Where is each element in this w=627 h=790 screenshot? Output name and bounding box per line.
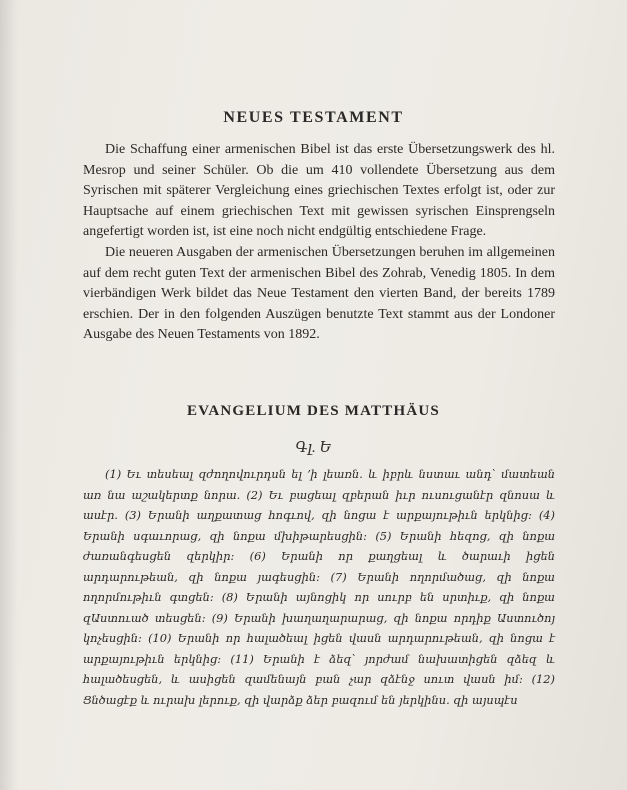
armenian-paragraph: (1) Եւ տեսեալ զժողովուրդսն ել ՚ի լեառն. և իբրև նստաւ անդ՝ մատեան առ նա աշակերտք նորա. (2) Եւ բացեալ զբերան իւր ուսուցանէր զնոսա և ասէր. (3) Երանի աղքատաց հոգւով, զի նոցա է արքայութիւն երկնից: (4) Երանի սգաւորաց, զի նոքա մխիթարեսցին: (5) Երանի հեզոց, զի նոքա ժառանգեսցեն զերկիր: (6) Երանի որ քաղցեալ և ծարաւի իցեն արդարութեան, զի նոքա յագեսցին: (7) Երանի ողորմածաց, զի նոքա ողորմութիւն գտցեն: (8) Երանի այնոցիկ որ սուրբ են սրտիւք, զի նոքա զԱստուած տեսցեն: (9) Երանի խաղաղարարաց, զի նոքա որդիք Աստուծոյ կոչեսցին: (10) Երանի որ հալածեալ իցեն վասն արդարութեան, զի նոցա է արքայութիւն երկնից: (11) Երանի է ձեզ՝ յորժամ նախատիցեն զձեզ և հալածեսցեն, և ասիցեն զամենայն բան չար զձէնջ սուտ վասն իմ: (12) Ցնծացէք և ուրախ լերուք, զի վարձք ձեր բազում են յերկինս. զի այսպէս bbox=[83, 467, 555, 707]
page-title: NEUES TESTAMENT bbox=[223, 109, 404, 126]
intro-paragraph: Die Schaffung einer armenischen Bibel ist das erste Übersetzungswerk des hl. Mesrop und seiner Schüler. Ob die um 410 vollendete Übersetzung aus dem Syrischen mit späterer Vergleichung eines griechischen Textes erfolgt ist, oder zur Hauptsache auf einem griechischen Text mit gewissen syrischen Einsprengseln angefertigt worden ist, ist eine noch nicht endgültig entschiedene Frage. bbox=[83, 142, 555, 240]
intro-paragraph: Die neueren Ausgaben der armenischen Übersetzungen beruhen im allgemeinen auf dem recht guten Text der armenischen Bibel des Zohrab, Venedig 1805. In dem vierbändigen Werk bildet das Neue Testament den vierten Band, der bereits 1789 erschien. Der in den folgenden Auszügen benutzte Text stammt aus der Londoner Ausgabe des Neuen Testaments von 1892. bbox=[83, 244, 555, 343]
armenian-text bbox=[83, 464, 555, 710]
section-title: EVANGELIUM DES MATTHÄUS bbox=[187, 403, 440, 419]
chapter-heading: Գլ. Ե bbox=[295, 440, 332, 456]
intro-text bbox=[83, 140, 555, 346]
